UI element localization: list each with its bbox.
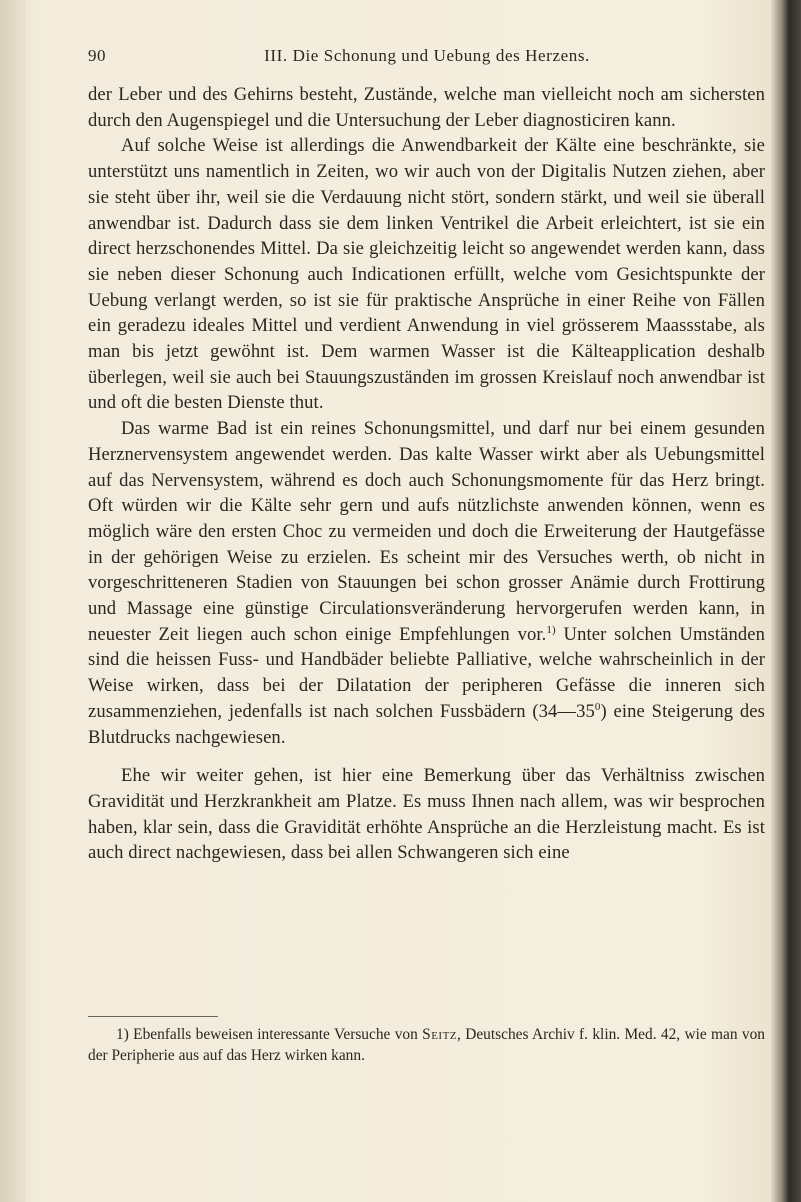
footnote-number: 1) (116, 1026, 129, 1043)
footnote-text (88, 1024, 765, 1066)
degree-mark: 0 (594, 700, 601, 713)
footnote (88, 1024, 765, 1066)
book-spine-edge (771, 0, 801, 1202)
paragraph-blutdruck-text: ) eine Steigerung des Blutdrucks nachgewiesen. (88, 700, 765, 748)
paragraph-kaelte: Auf solche Weise ist allerdings die Anwendbarkeit der Kälte eine beschränkte, sie unterstützt uns namentlich in Zeiten, wo wir auch von der Digitalis Nutzen ziehen, aber sie steht über ihr, weil sie die Verdauung nicht stört, sondern stärkt, und weil sie überall anwendbar ist. Dadurch dass sie dem linken Ventrikel die Arbeit erleichtert, ist sie ein direct herzschonendes Mittel. Da sie gleichzeitig leicht so angewendet werden kann, dass sie neben dieser Schonung auch Indicationen erfüllt, welche vom Gesichtspunkte der Uebung verlangt werden, so ist sie für praktische Ansprüche in einer Reihe von Fällen ein geradezu ideales Mittel und verdient Anwendung in viel grösserem Maassstabe, als man bis jetzt gewöhnt ist. Dem warmen Wasser ist die Kälteapplication deshalb überlegen, weil sie auch bei Stauungszuständen im grossen Kreislauf noch anwendbar ist und oft die besten Dienste thut. (88, 135, 765, 414)
paragraph-fussbaeder-text: Unter solchen Umständen sind die heissen Fuss- und Handbäder beliebte Palliative, welche wahrscheinlich in der Weise wirken, dass bei der Dilatation der peripheren Gefässe die inneren sich zusammenziehen, jedenfalls ist nach solchen Fussbädern (34—35 (88, 623, 766, 722)
footnote-text-after: , Deutsches Archiv f. klin. Med. 42, wie man von der Peripherie aus auf das Herz wirken kann. (88, 1026, 765, 1064)
footnote-divider (88, 1016, 218, 1017)
footnote-text-before: Ebenfalls beweisen interessante Versuche von (133, 1026, 418, 1043)
paragraph-graviditaet: Ehe wir weiter gehen, ist hier eine Bemerkung über das Verhältniss zwischen Gravidität und Herzkrankheit am Platze. Es muss Ihnen nach allem, was wir besprochen haben, klar sein, dass die Gravidität erhöhte Ansprüche an die Herzleistung macht. Es ist auch direct nachgewiesen, dass bei allen Schwangeren sich eine (88, 765, 765, 864)
running-header (88, 46, 766, 70)
body-text (88, 82, 765, 866)
page-number: 90 (88, 46, 106, 65)
paragraph-warmes-bad (88, 416, 765, 750)
paragraph-continued: der Leber und des Gehirns besteht, Zustände, welche man vielleicht noch am sichersten durch den Augenspiegel und die Untersuchung der Leber diagnosticiren kann. (88, 84, 765, 131)
footnote-reference: 1) (546, 623, 556, 636)
page-left-margin-shadow (0, 0, 26, 1202)
paragraph-warmes-bad-text: Das warme Bad ist ein reines Schonungsmittel, und darf nur bei einem gesunden Herznervensystem angewendet werden. Das kalte Wasser wirkt aber als Uebungsmittel auf das Nervensystem, während es doch auch Schonungsmomente für das Herz bringt. Oft würden wir die Kälte sehr gern und aufs nützlichste anwenden können, wenn es möglich wäre den ersten Choc zu vermeiden und doch die Erweiterung der Hautgefässe in der gehörigen Weise zu erzielen. Es scheint mir des Versuches werth, ob nicht in vorgeschritteneren Stadien von Stauungen bei schon grosser Anämie durch Frottirung und Massage eine günstige Circulationsveränderung hervorgerufen werden kann, in neuester Zeit liegen auch schon einige Empfehlungen vor. (88, 418, 765, 645)
footnote-author: Seitz (422, 1026, 458, 1043)
running-title: III. Die Schonung und Uebung des Herzens. (264, 46, 590, 65)
